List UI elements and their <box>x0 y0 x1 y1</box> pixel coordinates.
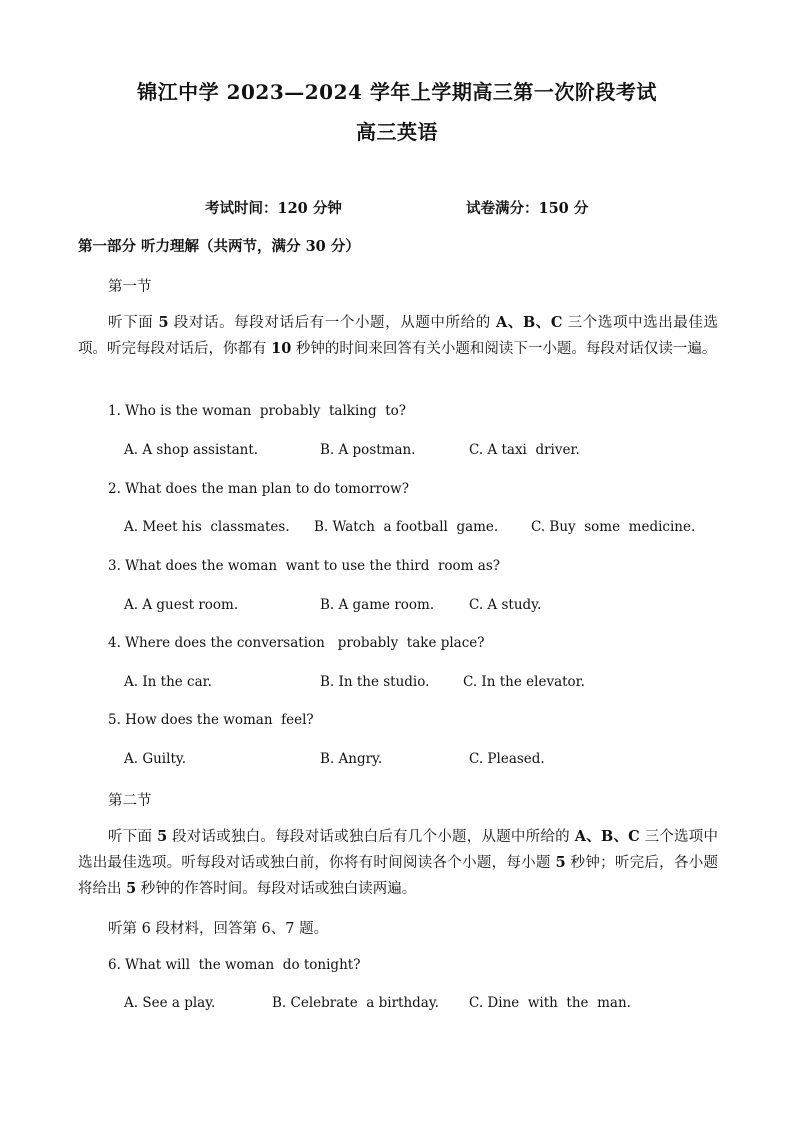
question-stem-6: 6. What will the woman do tonight? <box>108 957 361 973</box>
question-3-option-b: B. A game room. <box>320 597 435 613</box>
question-stem-2: 2. What does the man plan to do tomorrow? <box>108 481 409 497</box>
question-stem-1: 1. Who is the woman probably talking to? <box>108 403 406 419</box>
question-2-option-a: A. Meet his classmates. <box>124 519 290 535</box>
question-stem-3: 3. What does the woman want to use the third room as? <box>108 558 500 574</box>
section2-instructions: 听下面 5 段对话或独白。每段对话或独白后有几个小题，从题中所给的 A、B、C 三个选项中选出最佳选项。听每段对话或独白前，你将有时间阅读各个小题，每小题 5 秒钟；听完后，各小题将给出 5 秒钟的作答时间。每段对话或独白读两遍。 <box>78 828 719 897</box>
section1-instructions: 听下面 5 段对话。每段对话后有一个小题，从题中所给的 A、B、C 三个选项中选出最佳选项。听完每段对话后，你都有 10 秒钟的时间来回答有关小题和阅读下一小题。每段对话仅读一遍。 <box>78 314 719 357</box>
question-3-option-a: A. A guest room. <box>124 597 239 613</box>
question-1-option-b: B. A postman. <box>320 442 416 458</box>
question-stem-4: 4. Where does the conversation probably take place? <box>108 635 485 651</box>
question-1-option-c: C. A taxi driver. <box>469 442 580 458</box>
question-stem-5: 5. How does the woman feel? <box>108 712 314 728</box>
question-3-option-c: C. A study. <box>469 597 542 613</box>
exam-duration: 考试时间：120 分钟 <box>205 200 342 217</box>
question-5-option-b: B. Angry. <box>320 751 383 767</box>
question-5-option-c: C. Pleased. <box>469 751 545 767</box>
part1-heading: 第一部分 听力理解（共两节，满分 30 分） <box>78 238 360 255</box>
section2-label: 第二节 <box>108 793 152 809</box>
section1-label: 第一节 <box>108 279 152 295</box>
material-note: 听第 6 段材料，回答第 6、7 题。 <box>108 921 329 937</box>
exam-subtitle: 高三英语 <box>356 120 438 144</box>
question-2-option-b: B. Watch a football game. <box>314 519 499 535</box>
question-6-option-c: C. Dine with the man. <box>469 995 631 1011</box>
exam-title: 锦江中学 2023—2024 学年上学期高三第一次阶段考试 <box>137 80 657 104</box>
question-6-option-a: A. See a play. <box>124 995 216 1011</box>
question-5-option-a: A. Guilty. <box>124 751 186 767</box>
question-1-option-a: A. A shop assistant. <box>124 442 259 458</box>
question-6-option-b: B. Celebrate a birthday. <box>272 995 439 1011</box>
question-4-option-a: A. In the car. <box>124 674 212 690</box>
question-4-option-b: B. In the studio. <box>320 674 430 690</box>
question-4-option-c: C. In the elevator. <box>463 674 585 690</box>
question-2-option-c: C. Buy some medicine. <box>531 519 696 535</box>
exam-total-score: 试卷满分：150 分 <box>466 200 589 217</box>
